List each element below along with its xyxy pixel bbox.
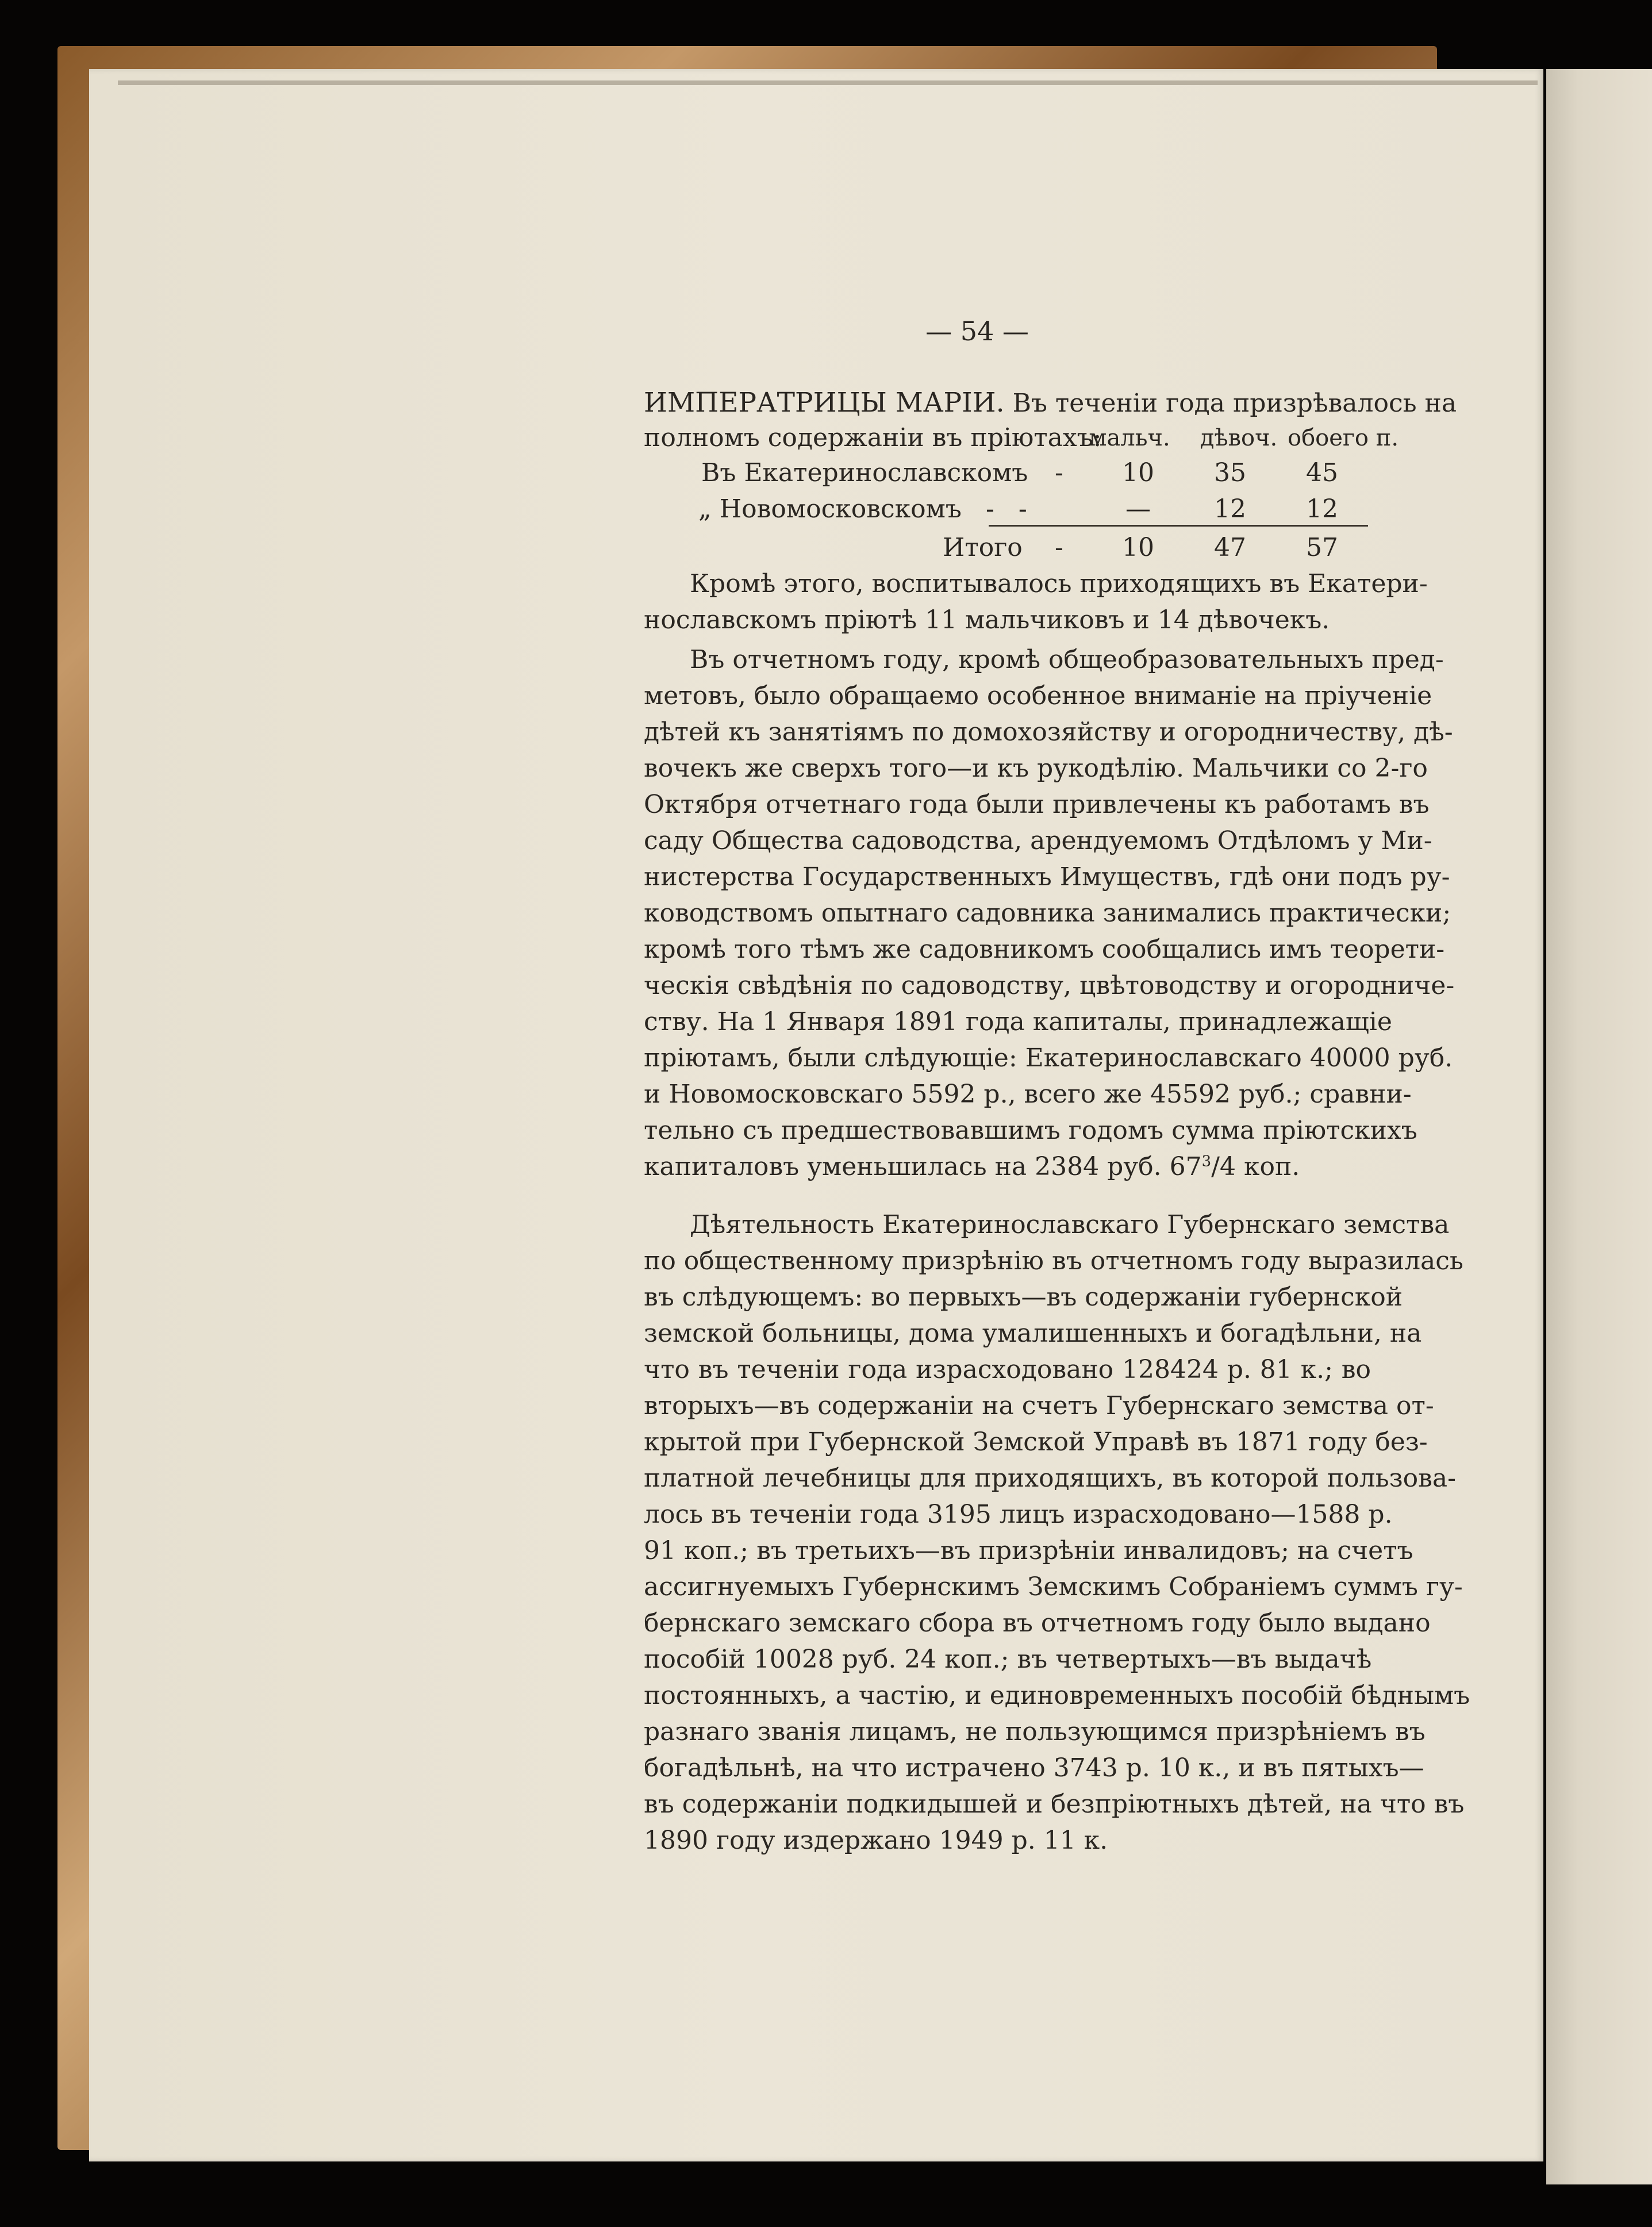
- para-2-line-6: саду Общества садоводства, арендуемомъ Отдѣломъ у Ми-: [644, 826, 1432, 855]
- para-2-line-8: ководствомъ опытнаго садовника занимались практически;: [644, 899, 1451, 928]
- intro-line-2: полномъ содержаніи въ пріютахъ:: [644, 423, 1102, 452]
- table-total-both: 57: [1306, 533, 1338, 562]
- fraction-numerator: 3: [1201, 1153, 1212, 1170]
- table-row-2-both: 12: [1306, 494, 1338, 524]
- para-2-line-7: нистерства Государственныхъ Имуществъ, гдѣ они подъ ру-: [644, 862, 1450, 892]
- para-3-line-1: Дѣятельность Екатеринославскаго Губернскаго земства: [690, 1210, 1450, 1239]
- table-row-2-name: „ Новомосковскомъ: [698, 494, 962, 524]
- para-2-line-1: Въ отчетномъ году, кромѣ общеобразовательныхъ пред-: [690, 645, 1444, 674]
- adjacent-page-edge: [1546, 69, 1652, 2184]
- table-row-2-boys: —: [1125, 494, 1151, 524]
- page-edge-shadow: [118, 80, 1538, 85]
- table-row-1-dash: -: [1055, 458, 1063, 487]
- para-3-line-4: земской больницы, дома умалишенныхъ и богадѣльни, на: [644, 1319, 1422, 1348]
- para-3-line-5: что въ теченіи года израсходовано 128424 р. 81 к.; во: [644, 1355, 1371, 1384]
- para-2-line-13: и Новомосковскаго 5592 р., всего же 45592 руб.; сравни-: [644, 1080, 1412, 1109]
- table-header-girls: дѣвоч.: [1200, 425, 1278, 451]
- page-number: — 54 —: [925, 316, 1029, 347]
- table-header-both: обоего п.: [1288, 425, 1399, 451]
- table-row-1-boys: 10: [1122, 458, 1154, 487]
- table-row-1-name: Въ Екатеринославскомъ: [701, 458, 1028, 487]
- table-header-boys: мальч.: [1089, 425, 1170, 451]
- para-2-line-5: Октября отчетнаго года были привлечены къ работамъ въ: [644, 790, 1430, 819]
- para-3-line-6: вторыхъ—въ содержаніи на счетъ Губернскаго земства от-: [644, 1391, 1434, 1420]
- para-1-line-1: Кромѣ этого, воспитывалось приходящихъ въ Екатери-: [690, 569, 1428, 598]
- table-total-boys: 10: [1122, 533, 1154, 562]
- para-2-line-2: метовъ, было обращаемо особенное вниманіе на пріученіе: [644, 681, 1432, 711]
- para-3-line-12: бернскаго земскаго сбора въ отчетномъ году было выдано: [644, 1608, 1431, 1638]
- para-2-line-4: вочекъ же сверхъ того—и къ рукодѣлію. Мальчики со 2-го: [644, 754, 1428, 783]
- para-2-line-12: пріютамъ, были слѣдующіе: Екатеринославскаго 40000 руб.: [644, 1043, 1453, 1073]
- intro-heading: ИМПЕРАТРИЦЫ МАРІИ.: [644, 387, 1005, 418]
- para-2-line-15: [644, 1146, 1300, 1188]
- table-row-1-both: 45: [1306, 458, 1338, 487]
- para-2-line-9: кромѣ того тѣмъ же садовникомъ сообщались имъ теорети-: [644, 935, 1445, 964]
- para-3-line-2: по общественному призрѣнію въ отчетномъ году выразилась: [644, 1246, 1463, 1276]
- table-total-rule: [989, 525, 1368, 527]
- para-3-line-7: крытой при Губернской Земской Управѣ въ 1871 году без-: [644, 1427, 1428, 1457]
- para-2-line-15-text: капиталовъ уменьшилась на 2384 руб. 67: [644, 1152, 1202, 1181]
- para-2-line-11: ству. На 1 Января 1891 года капиталы, принадлежащіе: [644, 1007, 1392, 1036]
- para-3-line-18: 1890 году издержано 1949 р. 11 к.: [644, 1826, 1108, 1855]
- para-3-line-8: платной лечебницы для приходящихъ, въ которой пользова-: [644, 1464, 1456, 1493]
- para-3-line-11: ассигнуемыхъ Губернскимъ Земскимъ Собраніемъ суммъ гу-: [644, 1572, 1463, 1602]
- table-total-girls: 47: [1214, 533, 1246, 562]
- para-3-line-14: постоянныхъ, а частію, и единовременныхъ пособій бѣднымъ: [644, 1681, 1470, 1710]
- para-3-line-9: лось въ теченіи года 3195 лицъ израсходовано—1588 р.: [644, 1500, 1393, 1529]
- para-3-line-16: богадѣльнѣ, на что истрачено 3743 р. 10 к., и въ пятыхъ—: [644, 1753, 1424, 1783]
- table-total-label: Итого: [943, 533, 1023, 562]
- para-2-line-3: дѣтей къ занятіямъ по домохозяйству и огородничеству, дѣ-: [644, 717, 1453, 747]
- para-3-line-15: разнаго званія лицамъ, не пользующимся призрѣніемъ въ: [644, 1717, 1426, 1746]
- para-3-line-10: 91 коп.; въ третьихъ—въ призрѣніи инвалидовъ; на счетъ: [644, 1536, 1413, 1565]
- table-total-dash: -: [1055, 533, 1063, 562]
- table-row-2-girls: 12: [1214, 494, 1246, 524]
- para-2-line-10: ческія свѣдѣнія по садоводству, цвѣтоводству и огородниче-: [644, 971, 1455, 1000]
- para-2-line-14: тельно съ предшествовавшимъ годомъ сумма пріютскихъ: [644, 1116, 1417, 1145]
- para-3-line-17: въ содержаніи подкидышей и безпріютныхъ дѣтей, на что въ: [644, 1790, 1465, 1819]
- para-3-line-3: въ слѣдующемъ: во первыхъ—въ содержаніи губернской: [644, 1283, 1403, 1312]
- para-1-line-2: нославскомъ пріютѣ 11 мальчиковъ и 14 дѣвочекъ.: [644, 605, 1330, 635]
- table-row-1-girls: 35: [1214, 458, 1246, 487]
- table-row-2-dash: - -: [986, 494, 1027, 524]
- intro-line-1-rest: Въ теченіи года призрѣвалось на: [1012, 389, 1457, 418]
- para-3-line-13: пособій 10028 руб. 24 коп.; въ четвертыхъ—въ выдачѣ: [644, 1645, 1372, 1674]
- fraction-rest: /4 коп.: [1211, 1152, 1300, 1181]
